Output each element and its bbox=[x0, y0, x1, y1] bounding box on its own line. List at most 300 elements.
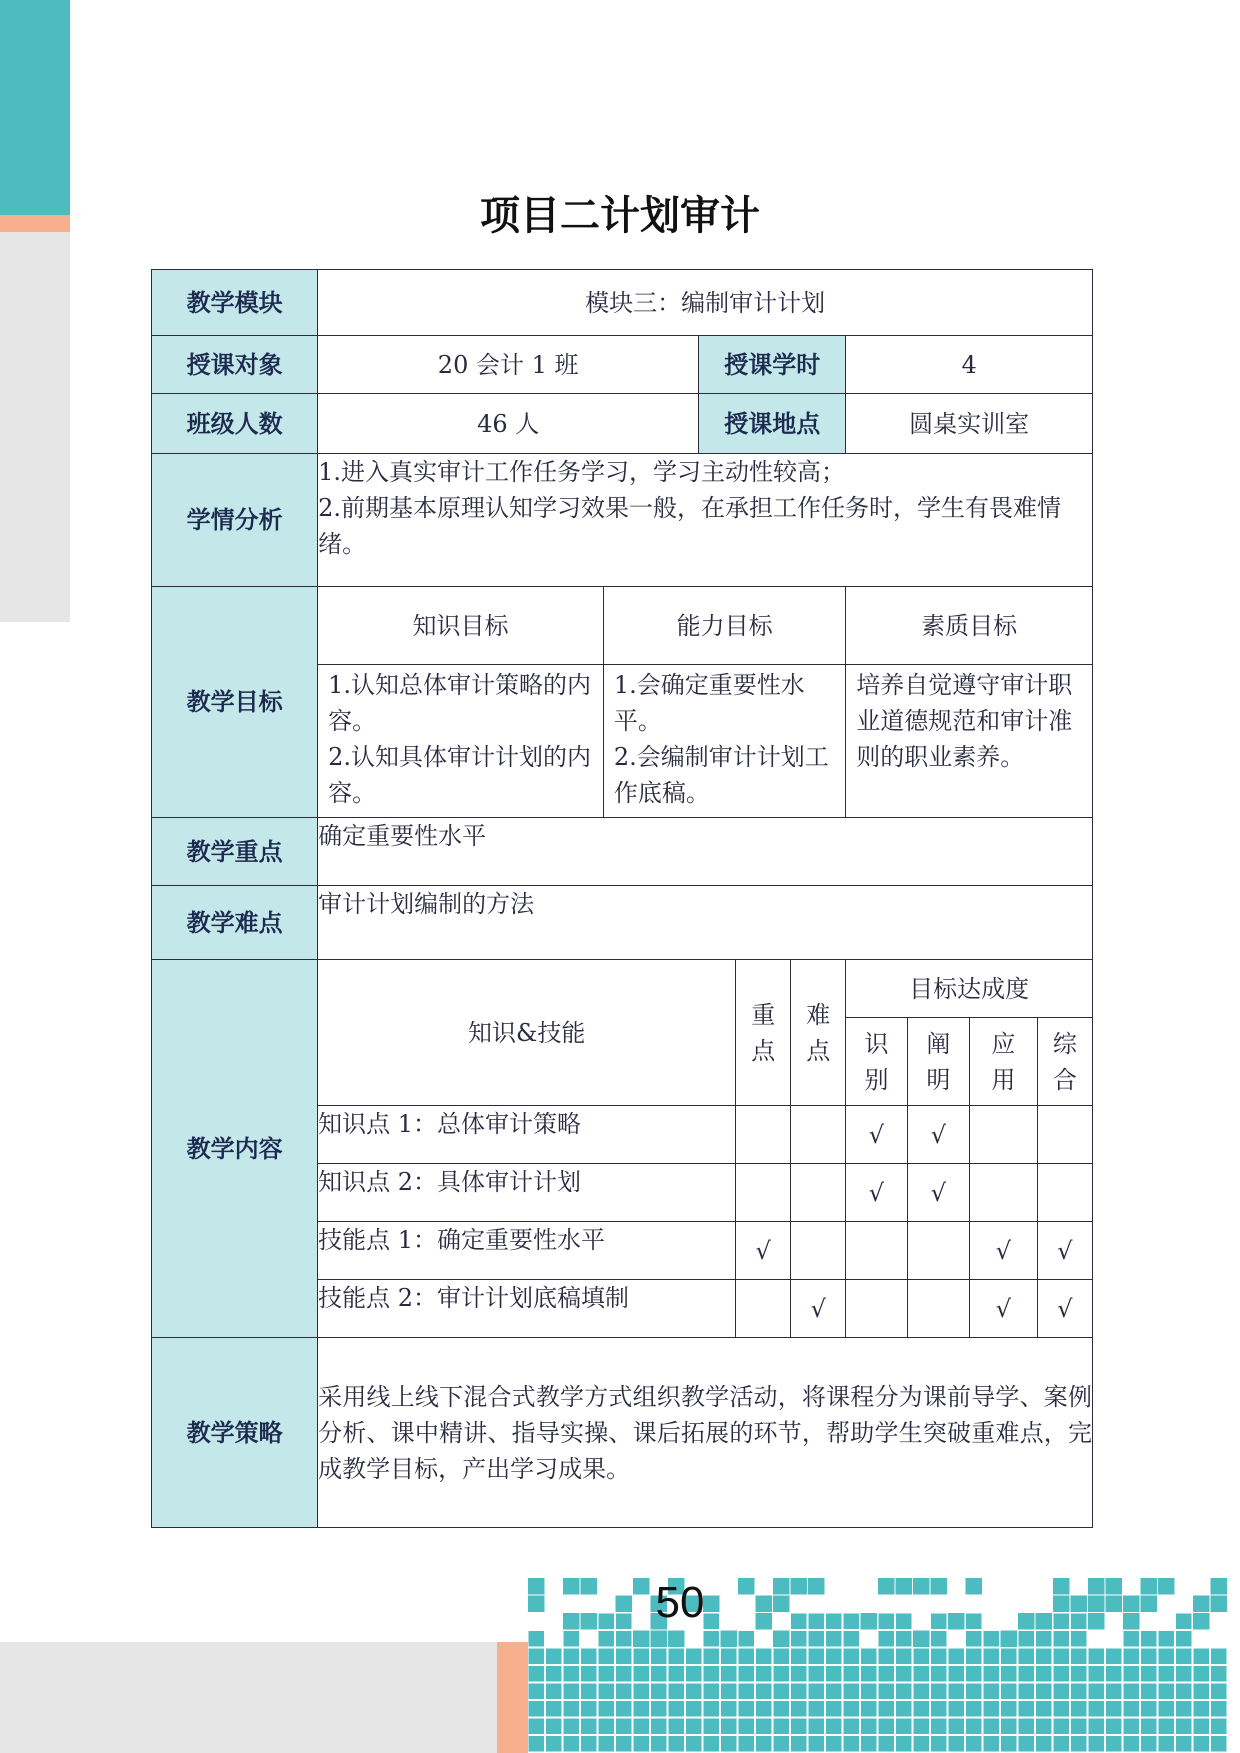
page-number: 50 bbox=[655, 1578, 705, 1627]
teal-side-band bbox=[0, 0, 70, 215]
content-header-row-1 bbox=[152, 960, 1093, 1018]
pixel-tile bbox=[598, 1701, 615, 1718]
pixel-tile bbox=[703, 1701, 720, 1718]
pixel-tile bbox=[878, 1631, 895, 1648]
difficult-column-char-2: 点 bbox=[806, 1036, 831, 1065]
pixel-tile bbox=[878, 1648, 895, 1665]
pixel-tile bbox=[826, 1648, 843, 1665]
pixel-tile bbox=[1071, 1631, 1088, 1648]
pixel-tile bbox=[966, 1666, 983, 1683]
pixel-tile bbox=[948, 1666, 965, 1683]
pixel-tile bbox=[1123, 1683, 1140, 1700]
pixel-tile bbox=[861, 1648, 878, 1665]
pixel-tile bbox=[1036, 1683, 1053, 1700]
pixel-tile bbox=[528, 1701, 545, 1718]
pixel-tile bbox=[651, 1648, 668, 1665]
pixel-tile bbox=[878, 1683, 895, 1700]
pixel-tile bbox=[1088, 1613, 1105, 1630]
pixel-tile bbox=[1106, 1718, 1123, 1735]
pixel-tile bbox=[668, 1718, 685, 1735]
difficult-cell bbox=[791, 1222, 846, 1280]
pixel-tile bbox=[546, 1736, 563, 1753]
content-row-name: 技能点 1：确定重要性水平 bbox=[318, 1222, 736, 1280]
strategy-row bbox=[152, 1338, 1093, 1528]
pixel-tile bbox=[721, 1736, 738, 1753]
pixel-tile bbox=[861, 1718, 878, 1735]
apply-cell bbox=[970, 1164, 1038, 1222]
pixel-tile bbox=[616, 1648, 633, 1665]
page-title: 项目二计划审计 bbox=[480, 193, 760, 239]
pixel-tile bbox=[896, 1578, 913, 1595]
pixel-tile bbox=[843, 1648, 860, 1665]
difficult-cell: √ bbox=[791, 1280, 846, 1338]
pixel-tile bbox=[896, 1666, 913, 1683]
pixel-tile bbox=[1158, 1578, 1175, 1595]
pixel-tile bbox=[1088, 1666, 1105, 1683]
pixel-tile bbox=[1071, 1701, 1088, 1718]
pixel-tile bbox=[878, 1701, 895, 1718]
key-point-row bbox=[152, 818, 1093, 886]
pixel-tile bbox=[1158, 1648, 1175, 1665]
pixel-tile bbox=[703, 1648, 720, 1665]
pixel-tile bbox=[843, 1736, 860, 1753]
pixel-tile bbox=[931, 1701, 948, 1718]
pixel-tile bbox=[948, 1736, 965, 1753]
pixel-tile bbox=[1193, 1683, 1210, 1700]
pixel-tile bbox=[738, 1718, 755, 1735]
pixel-tile bbox=[826, 1718, 843, 1735]
pixel-tile bbox=[686, 1683, 703, 1700]
pixel-tile bbox=[843, 1718, 860, 1735]
pixel-tile bbox=[878, 1666, 895, 1683]
pixel-tile bbox=[756, 1718, 773, 1735]
pixel-tile bbox=[686, 1666, 703, 1683]
pixel-tile bbox=[948, 1718, 965, 1735]
pixel-tile bbox=[563, 1631, 580, 1648]
content-row-name: 技能点 2：审计计划底稿填制 bbox=[318, 1280, 736, 1338]
pixel-tile bbox=[546, 1666, 563, 1683]
pixel-tile bbox=[1036, 1718, 1053, 1735]
pixel-tile bbox=[966, 1718, 983, 1735]
pixel-tile bbox=[668, 1631, 685, 1648]
pixel-tile bbox=[738, 1736, 755, 1753]
pixel-tile bbox=[773, 1736, 790, 1753]
pixel-tile bbox=[563, 1666, 580, 1683]
pixel-tile bbox=[1141, 1578, 1158, 1595]
difficulty-value: 审计计划编制的方法 bbox=[318, 886, 1093, 960]
pixel-tile bbox=[598, 1648, 615, 1665]
explain-cell bbox=[907, 1280, 969, 1338]
pixel-tile bbox=[1053, 1578, 1070, 1595]
pixel-tile bbox=[563, 1701, 580, 1718]
key-point-value: 确定重要性水平 bbox=[318, 818, 1093, 886]
pixel-tile bbox=[966, 1701, 983, 1718]
pixel-tile bbox=[598, 1736, 615, 1753]
pixel-tile bbox=[1176, 1666, 1193, 1683]
pixel-tile bbox=[581, 1718, 598, 1735]
analysis-point-1: 1.进入真实审计工作任务学习，学习主动性较高； bbox=[318, 458, 846, 486]
difficult-cell bbox=[791, 1106, 846, 1164]
pixel-tile bbox=[1211, 1718, 1228, 1735]
pixel-tile bbox=[791, 1648, 808, 1665]
pixel-tile bbox=[1036, 1666, 1053, 1683]
explain-column-header bbox=[907, 1018, 969, 1106]
module-value: 模块三：编制审计计划 bbox=[318, 270, 1093, 336]
pixel-tile bbox=[651, 1666, 668, 1683]
pixel-tile bbox=[861, 1613, 878, 1630]
location-label: 授课地点 bbox=[699, 394, 846, 454]
synth-cell bbox=[1037, 1164, 1092, 1222]
pixel-tile bbox=[1106, 1683, 1123, 1700]
pixel-tile bbox=[686, 1736, 703, 1753]
pixel-tile bbox=[1123, 1701, 1140, 1718]
identify-cell bbox=[846, 1222, 907, 1280]
pixel-tile bbox=[931, 1718, 948, 1735]
pixel-tile bbox=[1001, 1718, 1018, 1735]
pixel-tile bbox=[913, 1631, 930, 1648]
apply-cell: √ bbox=[970, 1280, 1038, 1338]
pixel-tile bbox=[1018, 1631, 1035, 1648]
pixel-tile bbox=[686, 1701, 703, 1718]
pixel-tile bbox=[1053, 1736, 1070, 1753]
pixel-tile bbox=[721, 1666, 738, 1683]
pixel-tile bbox=[931, 1666, 948, 1683]
pixel-tile bbox=[546, 1648, 563, 1665]
analysis-row bbox=[152, 454, 1093, 587]
pixel-tile bbox=[878, 1578, 895, 1595]
pixel-tile bbox=[1141, 1701, 1158, 1718]
content-row-name: 知识点 2：具体审计计划 bbox=[318, 1164, 736, 1222]
pixel-tile bbox=[703, 1683, 720, 1700]
pixel-tile bbox=[1141, 1683, 1158, 1700]
pixel-tile bbox=[878, 1718, 895, 1735]
pixel-tile bbox=[581, 1701, 598, 1718]
pixel-tile bbox=[1106, 1596, 1123, 1613]
pixel-tile bbox=[948, 1701, 965, 1718]
pixel-tile bbox=[616, 1736, 633, 1753]
pixel-tile bbox=[1071, 1613, 1088, 1630]
pixel-tile bbox=[1053, 1648, 1070, 1665]
pixel-tile bbox=[668, 1701, 685, 1718]
pixel-tile bbox=[721, 1683, 738, 1700]
pixel-tile bbox=[1193, 1596, 1210, 1613]
pixel-tile bbox=[983, 1666, 1000, 1683]
pixel-tile bbox=[1211, 1578, 1228, 1595]
pixel-tile bbox=[1088, 1736, 1105, 1753]
pixel-tile bbox=[738, 1578, 755, 1595]
pixel-tile bbox=[1053, 1613, 1070, 1630]
pixel-tile bbox=[896, 1613, 913, 1630]
pixel-tile bbox=[931, 1648, 948, 1665]
synth-column-header bbox=[1037, 1018, 1092, 1106]
pixel-tile bbox=[808, 1666, 825, 1683]
audience-value: 20 会计 1 班 bbox=[318, 336, 699, 394]
pixel-tile bbox=[896, 1631, 913, 1648]
pixel-tile bbox=[948, 1648, 965, 1665]
pixel-tile bbox=[773, 1648, 790, 1665]
pixel-tile bbox=[528, 1666, 545, 1683]
pixel-tile bbox=[1141, 1666, 1158, 1683]
pixel-tile bbox=[738, 1701, 755, 1718]
pixel-tile bbox=[773, 1701, 790, 1718]
pixel-tile bbox=[1018, 1613, 1035, 1630]
pixel-tile bbox=[913, 1683, 930, 1700]
audience-label: 授课对象 bbox=[152, 336, 318, 394]
pixel-tile bbox=[1193, 1648, 1210, 1665]
pixel-tile bbox=[791, 1613, 808, 1630]
pixel-tile bbox=[528, 1736, 545, 1753]
pixel-tile bbox=[616, 1718, 633, 1735]
analysis-point-2: 2.前期基本原理认知学习效果一般，在承担工作任务时，学生有畏难情绪。 bbox=[318, 494, 1062, 558]
identify-cell: √ bbox=[846, 1106, 907, 1164]
identify-cell: √ bbox=[846, 1164, 907, 1222]
pixel-tile bbox=[686, 1718, 703, 1735]
pixel-tile bbox=[931, 1736, 948, 1753]
synth-char-2: 合 bbox=[1052, 1065, 1077, 1094]
pixel-tile bbox=[1088, 1648, 1105, 1665]
pixel-tile bbox=[1036, 1631, 1053, 1648]
pixel-tile bbox=[1018, 1736, 1035, 1753]
pixel-tile bbox=[808, 1683, 825, 1700]
pixel-tile bbox=[1106, 1648, 1123, 1665]
pixel-tile bbox=[1193, 1666, 1210, 1683]
pixel-tile bbox=[1088, 1596, 1105, 1613]
pixel-tile bbox=[1193, 1736, 1210, 1753]
pixel-tile bbox=[808, 1648, 825, 1665]
pixel-tile bbox=[1071, 1736, 1088, 1753]
pixel-tile bbox=[598, 1631, 615, 1648]
explain-cell: √ bbox=[907, 1164, 969, 1222]
pixel-tile bbox=[598, 1666, 615, 1683]
pixel-tile bbox=[791, 1736, 808, 1753]
pixel-tile bbox=[563, 1578, 580, 1595]
pixel-tile bbox=[721, 1631, 738, 1648]
pixel-tile bbox=[1158, 1701, 1175, 1718]
pixel-tile bbox=[983, 1648, 1000, 1665]
content-row-name: 知识点 1：总体审计策略 bbox=[318, 1106, 736, 1164]
pixel-tile bbox=[983, 1736, 1000, 1753]
pixel-tile bbox=[756, 1666, 773, 1683]
pixel-tile bbox=[843, 1683, 860, 1700]
pixel-tile bbox=[703, 1718, 720, 1735]
identify-column-header bbox=[846, 1018, 907, 1106]
identify-cell bbox=[846, 1280, 907, 1338]
pixel-tile bbox=[633, 1718, 650, 1735]
pixel-tile bbox=[598, 1718, 615, 1735]
class-size-row bbox=[152, 394, 1093, 454]
pixel-tile bbox=[1141, 1736, 1158, 1753]
ability-objective-2: 2.会编制审计计划工作底稿。 bbox=[613, 743, 829, 807]
strategy-label: 教学策略 bbox=[152, 1338, 318, 1528]
pixel-tile bbox=[1088, 1683, 1105, 1700]
explain-cell bbox=[907, 1222, 969, 1280]
pixel-tile bbox=[913, 1648, 930, 1665]
knowledge-objective-1: 1.认知总体审计策略的内容。 bbox=[328, 671, 592, 735]
pixel-tile bbox=[1071, 1718, 1088, 1735]
pixel-tile bbox=[563, 1613, 580, 1630]
audience-row bbox=[152, 336, 1093, 394]
pixel-tile bbox=[1211, 1701, 1228, 1718]
pixel-tile bbox=[773, 1666, 790, 1683]
pixel-tile bbox=[1141, 1718, 1158, 1735]
pixel-tile bbox=[1106, 1701, 1123, 1718]
pixel-tile bbox=[773, 1683, 790, 1700]
pixel-tile bbox=[966, 1631, 983, 1648]
pixel-tile bbox=[983, 1701, 1000, 1718]
class-size-value: 46 人 bbox=[318, 394, 699, 454]
pixel-tile bbox=[791, 1631, 808, 1648]
pixel-tile bbox=[1106, 1578, 1123, 1595]
pixel-tile bbox=[633, 1631, 650, 1648]
pixel-tile bbox=[861, 1666, 878, 1683]
hours-label: 授课学时 bbox=[699, 336, 846, 394]
pixel-tile bbox=[808, 1736, 825, 1753]
pixel-tile bbox=[931, 1578, 948, 1595]
ability-objective-1: 1.会确定重要性水平。 bbox=[613, 671, 805, 735]
apply-cell: √ bbox=[970, 1222, 1038, 1280]
pixel-tile bbox=[843, 1701, 860, 1718]
content-label: 教学内容 bbox=[152, 960, 318, 1338]
key-cell: √ bbox=[736, 1222, 791, 1280]
pixel-tile bbox=[773, 1578, 790, 1595]
pixel-tile bbox=[546, 1718, 563, 1735]
pixel-tile bbox=[563, 1736, 580, 1753]
pixel-tile bbox=[1123, 1613, 1140, 1630]
pixel-tile bbox=[843, 1631, 860, 1648]
pixel-tile bbox=[983, 1718, 1000, 1735]
pixel-tile bbox=[1018, 1648, 1035, 1665]
pixel-tile bbox=[966, 1736, 983, 1753]
pixel-tile bbox=[616, 1666, 633, 1683]
pixel-tile bbox=[1123, 1718, 1140, 1735]
quality-objective: 培养自觉遵守审计职业道德规范和审计准则的职业素养。 bbox=[846, 665, 1093, 818]
pixel-tile bbox=[931, 1683, 948, 1700]
pixel-tile bbox=[563, 1718, 580, 1735]
pixel-tile bbox=[931, 1631, 948, 1648]
pixel-tile bbox=[633, 1648, 650, 1665]
pixel-tile bbox=[721, 1701, 738, 1718]
pixel-tile bbox=[528, 1596, 545, 1613]
pixel-tile bbox=[791, 1666, 808, 1683]
pixel-tile bbox=[1176, 1701, 1193, 1718]
pixel-tile bbox=[913, 1578, 930, 1595]
objectives-label: 教学目标 bbox=[152, 587, 318, 818]
pixel-grid-decoration bbox=[528, 1578, 1240, 1753]
pixel-tile bbox=[633, 1701, 650, 1718]
pixel-tile bbox=[668, 1666, 685, 1683]
pixel-tile bbox=[1018, 1701, 1035, 1718]
pixel-tile bbox=[651, 1631, 668, 1648]
pixel-tile bbox=[1088, 1718, 1105, 1735]
pixel-tile bbox=[1106, 1736, 1123, 1753]
pixel-tile bbox=[791, 1578, 808, 1595]
pixel-tile bbox=[528, 1683, 545, 1700]
pixel-tile bbox=[756, 1613, 773, 1630]
pixel-tile bbox=[1211, 1736, 1228, 1753]
pixel-tile bbox=[983, 1631, 1000, 1648]
difficult-column-header bbox=[791, 960, 846, 1106]
analysis-value bbox=[318, 454, 1093, 587]
explain-char-2: 明 bbox=[926, 1065, 951, 1094]
pixel-tile bbox=[948, 1683, 965, 1700]
pixel-tile bbox=[581, 1666, 598, 1683]
pixel-tile bbox=[1001, 1701, 1018, 1718]
pixel-tile bbox=[1053, 1718, 1070, 1735]
pixel-tile bbox=[1018, 1718, 1035, 1735]
pixel-tile bbox=[616, 1631, 633, 1648]
pixel-tile bbox=[581, 1683, 598, 1700]
pixel-tile bbox=[1088, 1578, 1105, 1595]
pixel-tile bbox=[686, 1648, 703, 1665]
pixel-tile bbox=[1176, 1631, 1193, 1648]
pixel-tile bbox=[843, 1613, 860, 1630]
difficult-column-char-1: 难 bbox=[806, 1000, 831, 1029]
pixel-tile bbox=[896, 1701, 913, 1718]
synth-cell bbox=[1037, 1106, 1092, 1164]
pixel-tile bbox=[1193, 1718, 1210, 1735]
pixel-tile bbox=[528, 1718, 545, 1735]
quality-objective-header: 素质目标 bbox=[846, 587, 1093, 665]
pixel-tile bbox=[1036, 1701, 1053, 1718]
pixel-tile bbox=[1176, 1683, 1193, 1700]
pixel-tile bbox=[773, 1718, 790, 1735]
pixel-tile bbox=[1001, 1666, 1018, 1683]
pixel-tile bbox=[1123, 1648, 1140, 1665]
pixel-tile bbox=[966, 1648, 983, 1665]
class-size-label: 班级人数 bbox=[152, 394, 318, 454]
pixel-tile bbox=[1088, 1701, 1105, 1718]
pixel-tile bbox=[668, 1683, 685, 1700]
pixel-tile bbox=[896, 1648, 913, 1665]
key-point-label: 教学重点 bbox=[152, 818, 318, 886]
pixel-tile bbox=[633, 1683, 650, 1700]
bottom-orange-band bbox=[497, 1642, 528, 1753]
pixel-tile bbox=[633, 1736, 650, 1753]
pixel-tile bbox=[913, 1701, 930, 1718]
key-cell bbox=[736, 1164, 791, 1222]
pixel-tile bbox=[1176, 1613, 1193, 1630]
ability-objective-header: 能力目标 bbox=[603, 587, 845, 665]
pixel-tile bbox=[616, 1596, 633, 1613]
pixel-tile bbox=[896, 1718, 913, 1735]
pixel-tile bbox=[756, 1596, 773, 1613]
pixel-tile bbox=[1211, 1666, 1228, 1683]
pixel-tile bbox=[546, 1683, 563, 1700]
key-cell bbox=[736, 1106, 791, 1164]
pixel-tile bbox=[1053, 1683, 1070, 1700]
lesson-plan-table bbox=[151, 269, 1093, 1528]
pixel-tile bbox=[773, 1631, 790, 1648]
pixel-tile bbox=[826, 1666, 843, 1683]
pixel-tile bbox=[1158, 1736, 1175, 1753]
pixel-tile bbox=[581, 1613, 598, 1630]
pixel-tile bbox=[861, 1683, 878, 1700]
key-column-header bbox=[736, 960, 791, 1106]
pixel-tile bbox=[861, 1736, 878, 1753]
identify-char-1: 识 bbox=[864, 1029, 889, 1058]
pixel-tile bbox=[1001, 1631, 1018, 1648]
target-column-header: 目标达成度 bbox=[846, 960, 1093, 1018]
pixel-tile bbox=[808, 1613, 825, 1630]
pixel-tile bbox=[1211, 1596, 1228, 1613]
pixel-tile bbox=[703, 1666, 720, 1683]
pixel-tile bbox=[1053, 1596, 1070, 1613]
module-label: 教学模块 bbox=[152, 270, 318, 336]
difficulty-label: 教学难点 bbox=[152, 886, 318, 960]
pixel-tile bbox=[878, 1736, 895, 1753]
pixel-tile bbox=[1001, 1736, 1018, 1753]
pixel-tile bbox=[528, 1631, 545, 1648]
